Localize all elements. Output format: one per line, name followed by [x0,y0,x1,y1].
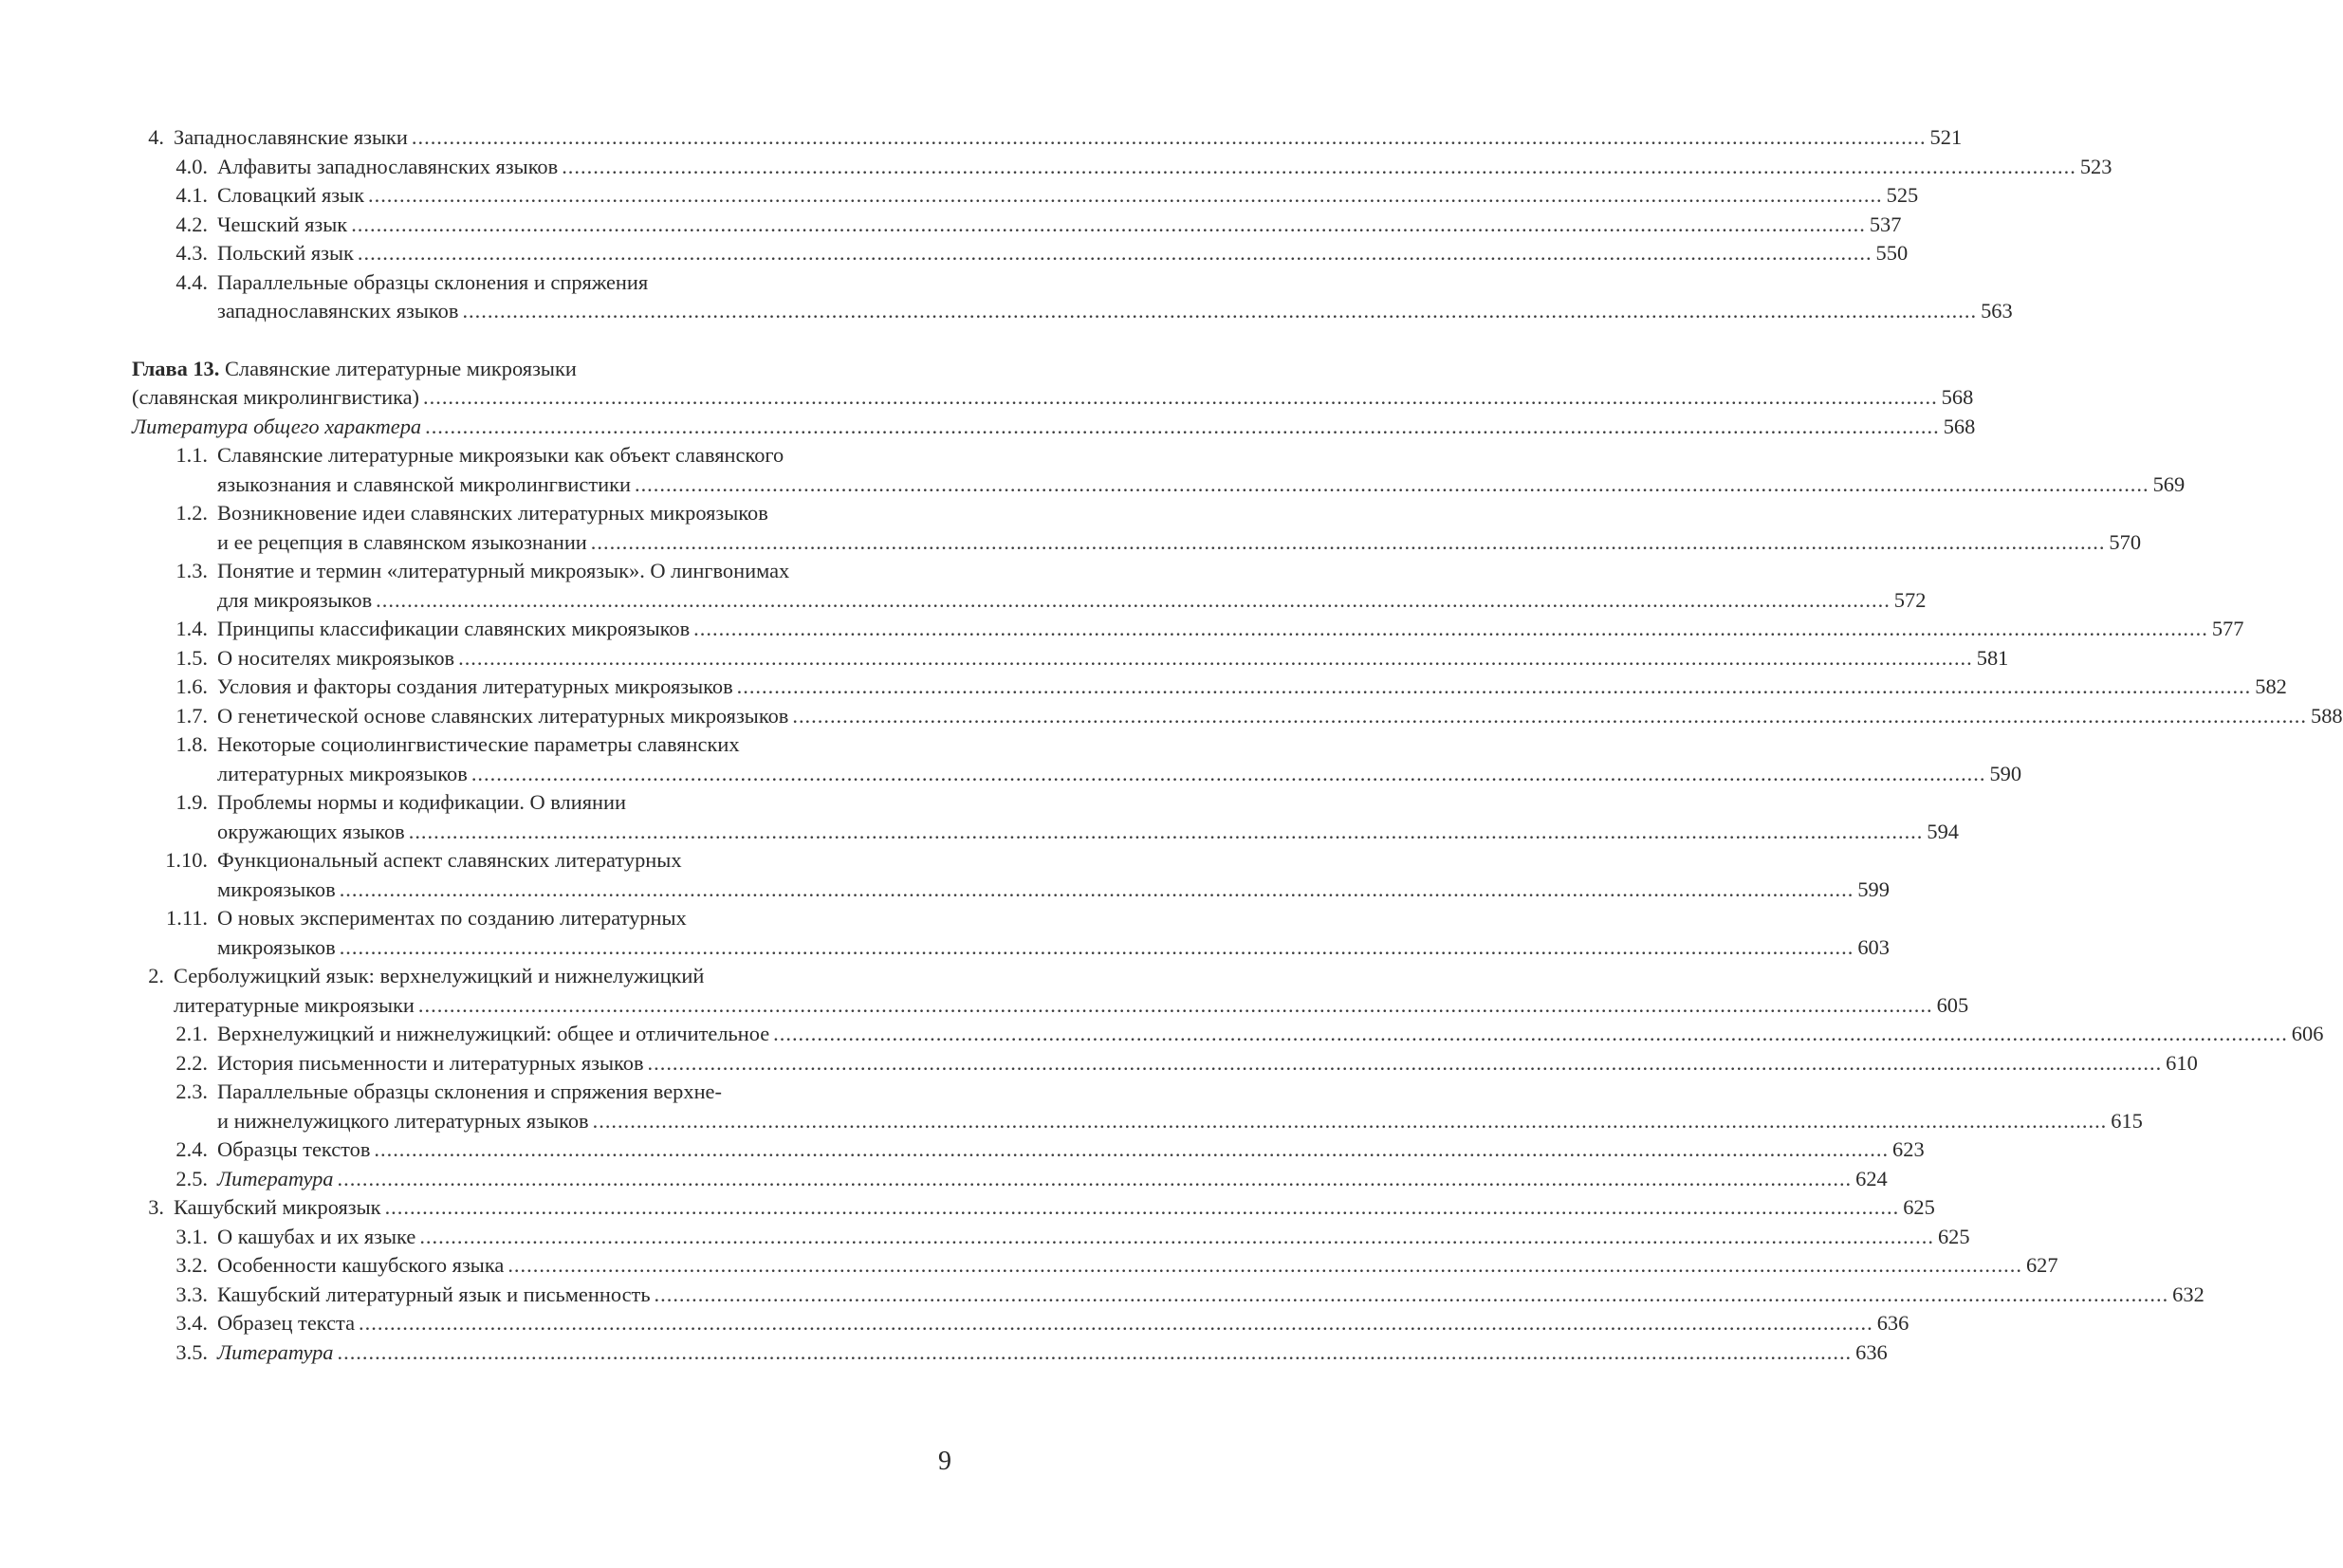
toc-entry-title: Понятие и термин «литературный микроязык». О лингвонимах [217,559,790,582]
toc-entry-number: 1.6. [175,674,208,698]
toc-entry-title: для микроязыков [217,587,373,612]
toc-entry[interactable] [132,499,2142,557]
toc-page-number: 577 [2211,617,2244,640]
toc-entry-title: Кашубский литературный язык и письменность [217,1282,651,1306]
toc-entry-title: Польский язык [217,241,354,265]
toc-entry-title: Возникновение идеи славянских литературных микроязыков [217,501,768,525]
toc-entry-title: и нижнелужицкого литературных языков [217,1108,589,1133]
dot-leader [338,1338,1853,1368]
toc-page-number: 523 [2079,154,2112,178]
toc-entry-title: Литература [217,1166,334,1190]
toc-entry[interactable] [132,846,1890,904]
toc-page-number: 625 [1903,1195,1935,1219]
dot-leader [655,1281,2169,1310]
dot-leader [412,123,1927,153]
toc-page-number: 599 [1857,876,1890,901]
toc-entry[interactable] [132,673,2287,702]
toc-page-number: 636 [1876,1311,1909,1335]
toc-entry[interactable] [132,1135,1925,1165]
toc-entry-number: 4.3. [175,241,208,265]
toc-entry[interactable] [132,962,1969,1020]
toc-entry-number: 2. [148,964,164,987]
toc-entry-number: 4.0. [175,154,208,178]
toc-page-number: 550 [1875,241,1909,265]
dot-leader [419,1223,1934,1252]
toc-entry[interactable] [132,123,1963,153]
toc-entry-number: 2.4. [175,1137,208,1161]
toc-entry[interactable] [132,1049,2198,1079]
toc-page-number: 636 [1855,1339,1888,1364]
toc-entry[interactable] [132,615,2244,644]
dot-leader [359,1309,1873,1338]
toc-entry-number: 1.8. [175,732,208,756]
toc-entry[interactable] [132,1020,2324,1049]
toc-entry[interactable] [132,788,1959,846]
toc-entry-number: 1.2. [175,501,208,525]
toc-entry-number: 1.7. [175,703,208,728]
toc-entry[interactable] [132,413,1976,442]
toc-entry-number: 2.1. [175,1022,208,1045]
dot-leader [593,1107,2108,1136]
toc-entry[interactable] [132,1309,1909,1338]
toc-entry-title: Чешский язык [217,212,348,236]
toc-entry-title: окружающих языков [217,819,405,843]
toc-entry-title: О носителях микроязыков [217,645,455,670]
dot-leader [418,991,1933,1021]
toc-page-number: 625 [1937,1224,1970,1248]
toc-entry[interactable] [132,441,2186,499]
dot-leader [737,673,2252,702]
toc-entry-title: (славянская микролингвистика) [132,385,420,409]
toc-entry-title: Функциональный аспект славянских литературных [217,848,682,872]
dot-leader [423,383,1938,413]
toc-page-number: 582 [2255,674,2287,698]
toc-entry-title: Литература общего характера [132,414,422,438]
toc-entry-title: Алфавиты западнославянских языков [217,154,559,178]
dot-leader [591,528,2106,558]
toc-entry-title: Параллельные образцы склонения и спряжения [217,269,649,294]
toc-entry-title: литературные микроязыки [174,992,415,1017]
toc-entry[interactable] [132,355,1974,413]
toc-entry-number: 2.5. [175,1166,208,1190]
toc-page-number: 623 [1892,1137,1925,1161]
toc-entry-number: 3.1. [175,1224,208,1248]
toc-entry-title: Кашубский микроязык [174,1195,381,1219]
toc-entry-title: Проблемы нормы и кодификации. О влиянии [217,790,626,814]
toc-entry-number: 3.2. [175,1253,208,1277]
dot-leader [358,239,1873,268]
toc-page-number: 606 [2291,1022,2324,1045]
toc-entry-title: Глава 13. Славянские литературные микроязыки [132,356,577,380]
toc-entry-title: микроязыков [217,934,336,959]
dot-leader [374,1135,1889,1165]
toc-entry-title: Особенности кашубского языка [217,1253,505,1277]
toc-entry-title: Серболужицкий язык: верхнелужицкий и нижнелужицкий [174,964,705,987]
toc-page-number: 525 [1886,183,1919,207]
toc-entry[interactable] [132,181,1919,211]
dot-leader [340,933,1854,963]
toc-page-number: 581 [1976,645,2009,670]
dot-leader [338,1165,1853,1194]
toc-entry-title: языкознания и славянской микролингвистики [217,471,631,496]
toc-entry[interactable] [132,904,1890,962]
toc-entry-title: О кашубах и их языке [217,1224,416,1248]
toc-page-number: 610 [2166,1050,2198,1075]
toc-entry-title: микроязыков [217,876,336,901]
toc-entry-title: Словацкий язык [217,183,365,207]
toc-page-number: 632 [2172,1282,2205,1306]
toc-entry-title: западнославянских языков [217,299,459,323]
toc-entry[interactable] [132,1193,1935,1223]
chapter-label: Глава 13. [132,356,220,380]
dot-leader [792,702,2307,731]
table-of-contents [132,123,2343,1367]
toc-entry-title: Условия и факторы создания литературных микроязыков [217,674,733,698]
toc-entry-number: 4.2. [175,212,208,236]
dot-leader [471,760,1986,789]
toc-page-number: 603 [1857,934,1890,959]
toc-page-number: 537 [1869,212,1902,236]
toc-page-number: 572 [1893,587,1927,612]
toc-page-number: 570 [2109,529,2142,554]
toc-entry-title: Верхнелужицкий и нижнелужицкий: общее и отличительное [217,1022,770,1045]
dot-leader [648,1049,2163,1079]
toc-entry-title: Некоторые социолингвистические параметры славянских [217,732,740,756]
toc-entry-title: Образцы текстов [217,1137,371,1161]
toc-entry-number: 3. [148,1195,164,1219]
dot-leader [340,876,1854,905]
toc-page-number: 624 [1855,1166,1888,1190]
toc-entry-number: 3.4. [175,1311,208,1335]
toc-entry[interactable] [132,1281,2205,1310]
toc-entry-number: 1.9. [175,790,208,814]
toc-page-number: 627 [2025,1253,2058,1277]
toc-page-number: 588 [2311,703,2343,728]
toc-entry-title: Западнославянские языки [174,125,408,149]
toc-entry-title: Параллельные образцы склонения и спряжения верхне- [217,1079,722,1103]
dot-leader [385,1193,1900,1223]
toc-entry[interactable] [132,211,1902,240]
toc-entry[interactable] [132,1223,1970,1252]
toc-entry-number: 1.5. [175,645,208,670]
toc-entry-number: 4. [148,125,164,149]
toc-entry-number: 1.3. [175,559,208,582]
toc-entry[interactable] [132,702,2343,731]
toc-page-number: 615 [2111,1108,2143,1133]
dot-leader [376,586,1891,616]
toc-entry[interactable] [132,557,1927,615]
toc-entry-title: Славянские литературные микроязыки как объект славянского [217,443,784,467]
toc-page-number: 594 [1927,819,1959,843]
toc-page-number: 568 [1941,385,1974,409]
dot-leader [368,181,1883,211]
toc-entry-title: История письменности и литературных языков [217,1050,644,1075]
dot-leader [693,615,2208,644]
dot-leader [635,470,2149,500]
dot-leader [507,1251,2022,1281]
toc-entry-number: 2.2. [175,1050,208,1075]
toc-entry[interactable] [132,1338,1888,1368]
toc-entry-number: 1.4. [175,617,208,640]
toc-page-number: 568 [1943,414,1976,438]
toc-entry[interactable] [132,730,2022,788]
section-gap [132,326,975,355]
dot-leader [425,413,1940,442]
toc-entry-title: О новых экспериментах по созданию литературных [217,906,687,930]
dot-leader [351,211,1866,240]
toc-entry-number: 2.3. [175,1079,208,1103]
toc-entry-number: 1.1. [175,443,208,467]
toc-entry[interactable] [132,1165,1888,1194]
toc-entry-number: 1.11. [166,906,208,930]
toc-entry-number: 4.4. [175,269,208,294]
toc-entry-title: О генетической основе славянских литературных микроязыков [217,703,789,728]
toc-entry-title: литературных микроязыков [217,761,468,785]
toc-entry[interactable] [132,1078,2143,1135]
toc-entry-title: Литература [217,1339,334,1364]
toc-page-number: 563 [1981,299,2013,323]
toc-entry[interactable] [132,1251,2058,1281]
toc-page-number: 569 [2152,471,2186,496]
toc-entry-title: и ее рецепция в славянском языкознании [217,529,587,554]
dot-leader [773,1020,2288,1049]
page-number: 9 [938,1447,951,1476]
toc-entry-title: Образец текста [217,1311,356,1335]
toc-entry[interactable] [132,153,2112,182]
toc-entry[interactable] [132,239,1909,268]
toc-entry[interactable] [132,644,2009,673]
toc-entry-number: 3.5. [175,1339,208,1364]
dot-leader [562,153,2076,182]
toc-page-number: 605 [1936,992,1969,1017]
toc-entry-number: 3.3. [175,1282,208,1306]
dot-leader [409,818,1924,847]
toc-entry-number: 1.10. [165,848,208,872]
toc-entry[interactable] [132,268,2013,326]
dot-leader [462,297,1977,326]
dot-leader [458,644,1973,673]
toc-entry-number: 4.1. [175,183,208,207]
toc-page-number: 590 [1989,761,2022,785]
toc-entry-title: Принципы классификации славянских микроязыков [217,617,691,640]
toc-page-number: 521 [1929,125,1963,149]
